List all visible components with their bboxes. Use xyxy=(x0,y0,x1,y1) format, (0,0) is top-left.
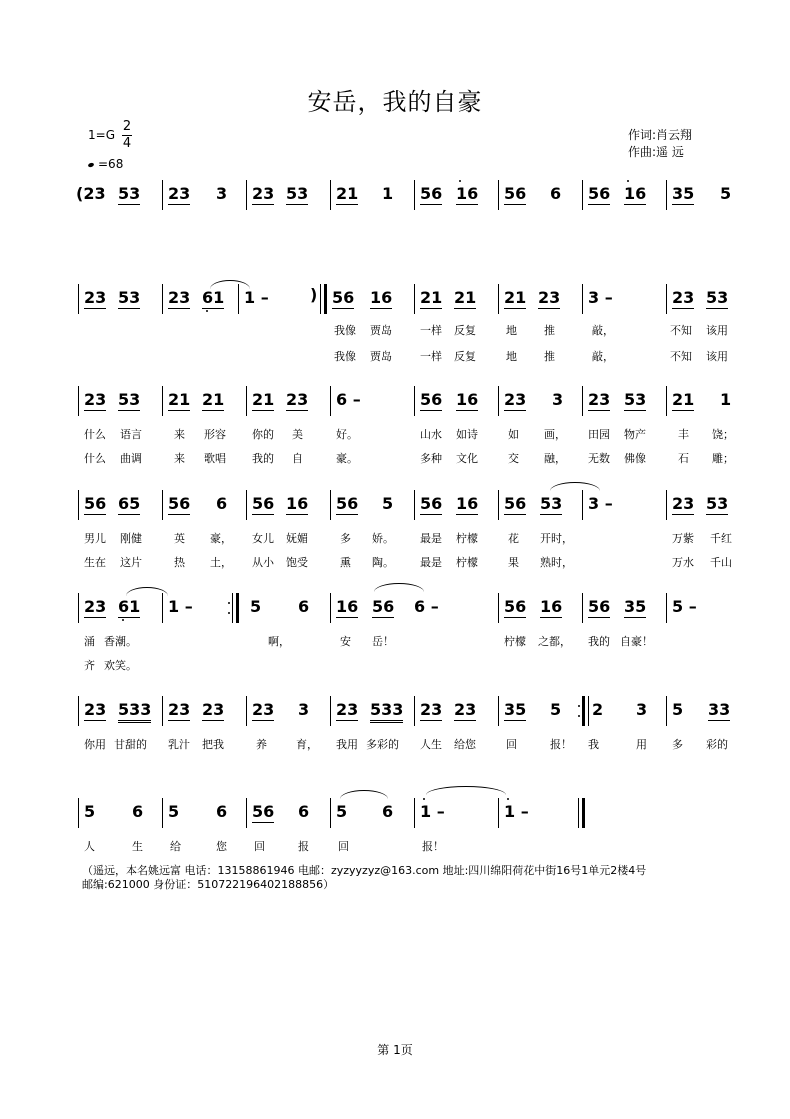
note: 21 xyxy=(252,390,275,409)
note: 23 xyxy=(588,390,611,409)
note: 16 xyxy=(456,494,479,513)
note: (23 xyxy=(76,184,106,203)
note: 6 – xyxy=(336,390,361,409)
note: 23 xyxy=(84,390,107,409)
note: 56 xyxy=(504,597,527,616)
lyrics-verse-1: 涌 香潮。 啊， 安 岳！ 柠檬 之都， 我的 自豪！ xyxy=(84,635,653,648)
note: 6 xyxy=(298,802,310,821)
score-line-2 xyxy=(70,284,738,363)
note: 61 xyxy=(118,597,141,616)
note: 23 xyxy=(420,700,443,719)
note: 21 xyxy=(504,288,527,307)
tempo-value: =68 xyxy=(98,157,124,171)
lyrics-verse-1: 人 生 给 您 回 报 回 报！ xyxy=(84,840,444,853)
note: 56 xyxy=(420,390,443,409)
page-number: 第 1页 xyxy=(377,1043,413,1057)
note: 6 xyxy=(550,184,562,203)
footer-line-2: 邮编:621000 身份证：510722196402188856） xyxy=(82,878,335,891)
note: 56 xyxy=(332,288,355,307)
note: 533 xyxy=(118,700,151,723)
lyrics-verse-2: 什么 曲调 来 歌唱 我的 自 豪。 多种 文化 交 融， 无数 佛像 石 雕； xyxy=(84,452,734,465)
song-title: 安岳，我的自豪 xyxy=(307,88,483,116)
note: 5 xyxy=(336,802,348,821)
note: 35 xyxy=(624,597,647,616)
lyrics-verse-1: 什么 语言 来 形容 你的 美 好。 山水 如诗 如 画， 田园 物产 丰 饶； xyxy=(84,428,734,441)
score-line-3 xyxy=(70,386,738,465)
note: 53 xyxy=(706,494,729,513)
lyrics-verse-1: 男儿 刚健 英 豪， 女儿 妩媚 多 娇。 最是 柠檬 花 开时， 万紫 千红 xyxy=(84,532,732,545)
note: 23 xyxy=(168,288,191,307)
note: 16 xyxy=(370,288,393,307)
time-bottom: 4 xyxy=(122,136,132,151)
note: 16 xyxy=(456,184,479,203)
lyrics-verse-2: 齐 欢笑。 xyxy=(84,659,137,672)
note: 5 – xyxy=(672,597,697,616)
score-line-1 xyxy=(70,180,738,220)
composer: 作曲:遥 远 xyxy=(628,145,684,159)
note: 35 xyxy=(672,184,695,203)
score-line-4 xyxy=(70,490,738,569)
note: 53 xyxy=(118,184,141,203)
note: 5 xyxy=(250,597,262,616)
note: 23 xyxy=(454,700,477,719)
time-signature xyxy=(122,120,132,151)
note: 23 xyxy=(168,184,191,203)
lyrics-verse-1: 你用 甘甜的 乳汁 把我 养 育， 我用 多彩的 人生 给您 回 报！ 我 用 多 彩的 xyxy=(84,738,728,751)
note: 5 xyxy=(168,802,180,821)
note: 21 xyxy=(420,288,443,307)
note: 23 xyxy=(84,700,107,719)
note: 53 xyxy=(118,390,141,409)
note: 35 xyxy=(504,700,527,719)
note: 21 xyxy=(336,184,359,203)
note: 2 xyxy=(592,700,604,719)
note: 56 xyxy=(588,184,611,203)
note: 16 xyxy=(336,597,359,616)
note: 61 xyxy=(202,288,225,307)
note: 56 xyxy=(372,597,395,616)
note: 56 xyxy=(420,184,443,203)
note: 3 xyxy=(636,700,648,719)
note: 56 xyxy=(168,494,191,513)
note: 1 – xyxy=(168,597,193,616)
note: 6 – xyxy=(414,597,439,616)
credits xyxy=(628,127,692,161)
note: 23 xyxy=(672,494,695,513)
note: 56 xyxy=(84,494,107,513)
note: 6 xyxy=(216,802,228,821)
note: 533 xyxy=(370,700,403,723)
note: 3 xyxy=(552,390,564,409)
note: 56 xyxy=(336,494,359,513)
note: 56 xyxy=(504,494,527,513)
note: 33 xyxy=(708,700,731,719)
note: 56 xyxy=(504,184,527,203)
note: 6 xyxy=(298,597,310,616)
score-line-5 xyxy=(70,593,738,672)
note: 1 xyxy=(382,184,394,203)
score-line-7 xyxy=(70,798,738,853)
note: 23 xyxy=(202,700,225,719)
lyrics-verse-2: 我像 贾岛 一样 反复 地 推 敲， 不知 该用 xyxy=(334,350,728,363)
footer-line-1: （遥远，本名姚远富 电话：13158861946 电邮：zyzyyzyz@163.com 地址:四川绵阳荷花中街16号1单元2楼4号 xyxy=(82,864,647,877)
note: 3 xyxy=(298,700,310,719)
note: 1 xyxy=(720,390,732,409)
note: 53 xyxy=(624,390,647,409)
note: 1 – xyxy=(244,288,269,307)
note: 23 xyxy=(336,700,359,719)
note: 21 xyxy=(454,288,477,307)
footer-contact xyxy=(82,864,646,892)
note: 23 xyxy=(252,184,275,203)
note: 21 xyxy=(672,390,695,409)
note: 5 xyxy=(382,494,394,513)
note: 6 xyxy=(132,802,144,821)
lyrics-verse-2: 生在 这片 热 土， 从小 饱受 熏 陶。 最是 柠檬 果 熟时， 万水 千山 xyxy=(84,556,732,569)
note: 23 xyxy=(504,390,527,409)
note: 56 xyxy=(420,494,443,513)
note: 23 xyxy=(84,597,107,616)
note: 5 xyxy=(672,700,684,719)
note: 53 xyxy=(706,288,729,307)
note: 53 xyxy=(540,494,563,513)
note: 16 xyxy=(624,184,647,203)
note: 3 – xyxy=(588,288,613,307)
note: 1 – xyxy=(420,802,445,821)
note: 21 xyxy=(202,390,225,409)
note: 16 xyxy=(540,597,563,616)
note: 3 – xyxy=(588,494,613,513)
note: 5 xyxy=(720,184,732,203)
note: 53 xyxy=(286,184,309,203)
tempo-marking xyxy=(88,157,123,171)
note: 56 xyxy=(252,802,275,821)
note: 1 – xyxy=(504,802,529,821)
note: 23 xyxy=(168,700,191,719)
note: 23 xyxy=(538,288,561,307)
time-top: 2 xyxy=(122,119,132,134)
note: 5 xyxy=(550,700,562,719)
note: 23 xyxy=(286,390,309,409)
note: 65 xyxy=(118,494,141,513)
lyrics-verse-1: 我像 贾岛 一样 反复 地 推 敲， 不知 该用 xyxy=(334,324,728,337)
note: 6 xyxy=(216,494,228,513)
note: 23 xyxy=(252,700,275,719)
note: 6 xyxy=(382,802,394,821)
lyricist: 作词:肖云翔 xyxy=(628,128,693,142)
score-line-6 xyxy=(70,696,738,751)
note: 23 xyxy=(672,288,695,307)
note: 53 xyxy=(118,288,141,307)
note: 16 xyxy=(456,390,479,409)
note: 16 xyxy=(286,494,309,513)
note: 5 xyxy=(84,802,96,821)
note: 56 xyxy=(588,597,611,616)
note: 23 xyxy=(84,288,107,307)
note-icon xyxy=(87,162,94,168)
note: 3 xyxy=(216,184,228,203)
note: 21 xyxy=(168,390,191,409)
note: 56 xyxy=(252,494,275,513)
key-signature: 1=G xyxy=(88,128,115,142)
note: ) xyxy=(310,285,318,304)
